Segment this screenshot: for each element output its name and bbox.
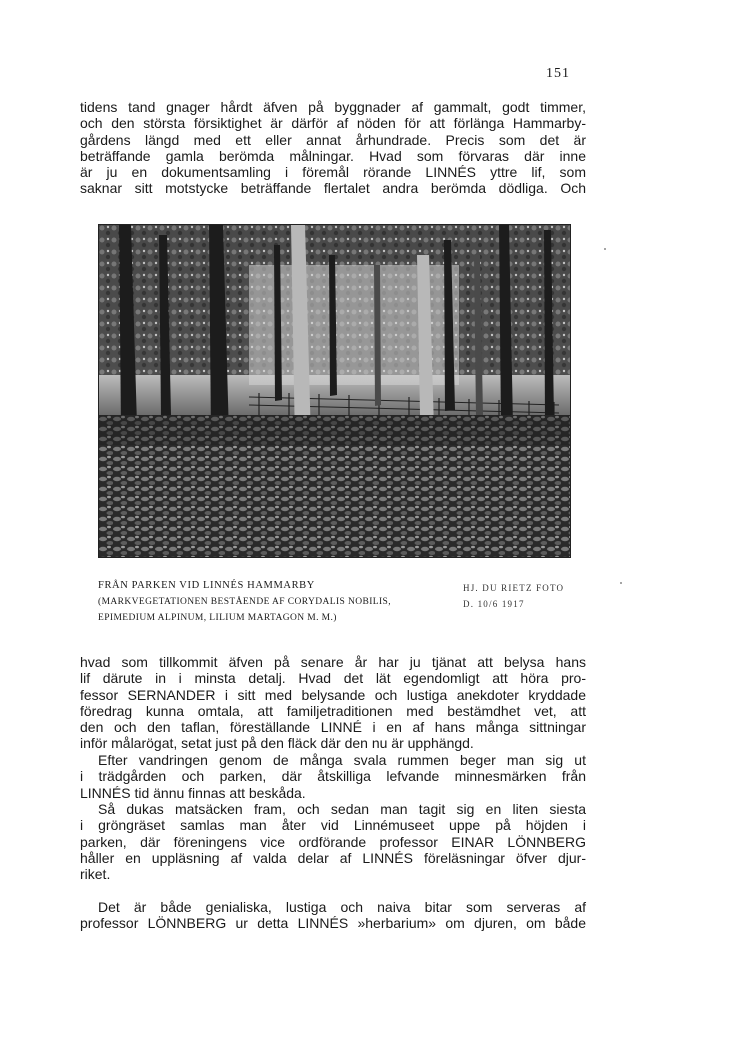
text-line: gårdens längd med ett eller annat århundrade. Precis som det är (80, 131, 586, 148)
text-line: och den största försiktighet är därför af nöden för att förlänga Hammarby- (80, 115, 586, 132)
paper-speck (620, 582, 622, 584)
text-line: parken, där föreningens vice ordförande professor EINAR LÖNNBERG (80, 833, 586, 850)
text-line: hvad som tillkommit äfven på senare år har ju tjänat att belysa hans (80, 654, 586, 670)
text-line: håller en uppläsning af valda delar af LINNÉS föreläsningar öfver djur- (80, 849, 586, 866)
photo-credit (463, 580, 583, 612)
park-photograph (98, 224, 571, 558)
credit-date: D. 10/6 1917 (463, 599, 525, 609)
caption-line: (MARKVEGETATIONEN BESTÅENDE AF CORYDALIS NOBILIS, (98, 597, 392, 607)
text-line: inför målarögat, setat just på den fläck där den nu är upphängd. (80, 735, 474, 752)
body-paragraph-3 (80, 801, 586, 882)
text-line: saknar sitt motstycke beträffande flertalet andra berömda dödliga. Och (80, 180, 586, 197)
text-line: Efter vandringen genom de många svala rummen beger man sig ut (98, 752, 586, 768)
text-line: tidens tand gnager hårdt äfven på byggnader af gammalt, godt timmer, (80, 99, 586, 115)
body-paragraph-1 (80, 654, 586, 752)
text-line: Så dukas matsäcken fram, och sedan man tagit sig en liten siesta (98, 801, 586, 817)
text-line: i gröngräset samlas man åter vid Linnémuseet uppe på höjden i (80, 817, 586, 834)
text-line: föredrag kunna omtala, att familjetraditionen med bestämdhet vet, att (80, 702, 586, 719)
text-line: fessor SERNANDER i sitt med belysande och lustiga anekdoter kryddade (80, 686, 586, 703)
text-line: den och den taflan, föreställande LINNÉ i en af hans många sittningar (80, 719, 586, 736)
photo-caption (98, 578, 438, 626)
caption-line: EPIMEDIUM ALPINUM, LILIUM MARTAGON M. M.) (98, 613, 337, 623)
page-number: 151 (546, 66, 570, 81)
text-line: är ju en dokumentsamling i föremål rörande LINNÉS yttre lif, som (80, 164, 586, 181)
body-paragraph-4 (80, 899, 586, 932)
text-line: riket. (80, 866, 111, 883)
text-line: LINNÉS tid ännu finnas att beskåda. (80, 784, 306, 801)
paper-speck (604, 248, 606, 250)
caption-title: FRÅN PARKEN VID LINNÉS HAMMARBY (98, 580, 315, 591)
text-line: beträffande gamla berömda målningar. Hvad som förvaras där inne (80, 147, 586, 164)
text-line: lif därute in i minsta detalj. Hvad det lät egendomligt att höra pro- (80, 670, 586, 687)
text-line: i trädgården och parken, där åtskilliga lefvande minnesmärken från (80, 768, 586, 785)
top-paragraph (80, 99, 586, 197)
text-line: Det är både genialiska, lustiga och naiva bitar som serveras af (98, 899, 586, 915)
text-line: professor LÖNNBERG ur detta LINNÉS »herbarium» om djuren, om både (80, 915, 586, 932)
body-paragraph-2 (80, 752, 586, 801)
credit-photographer: HJ. DU RIETZ FOTO (463, 583, 565, 593)
